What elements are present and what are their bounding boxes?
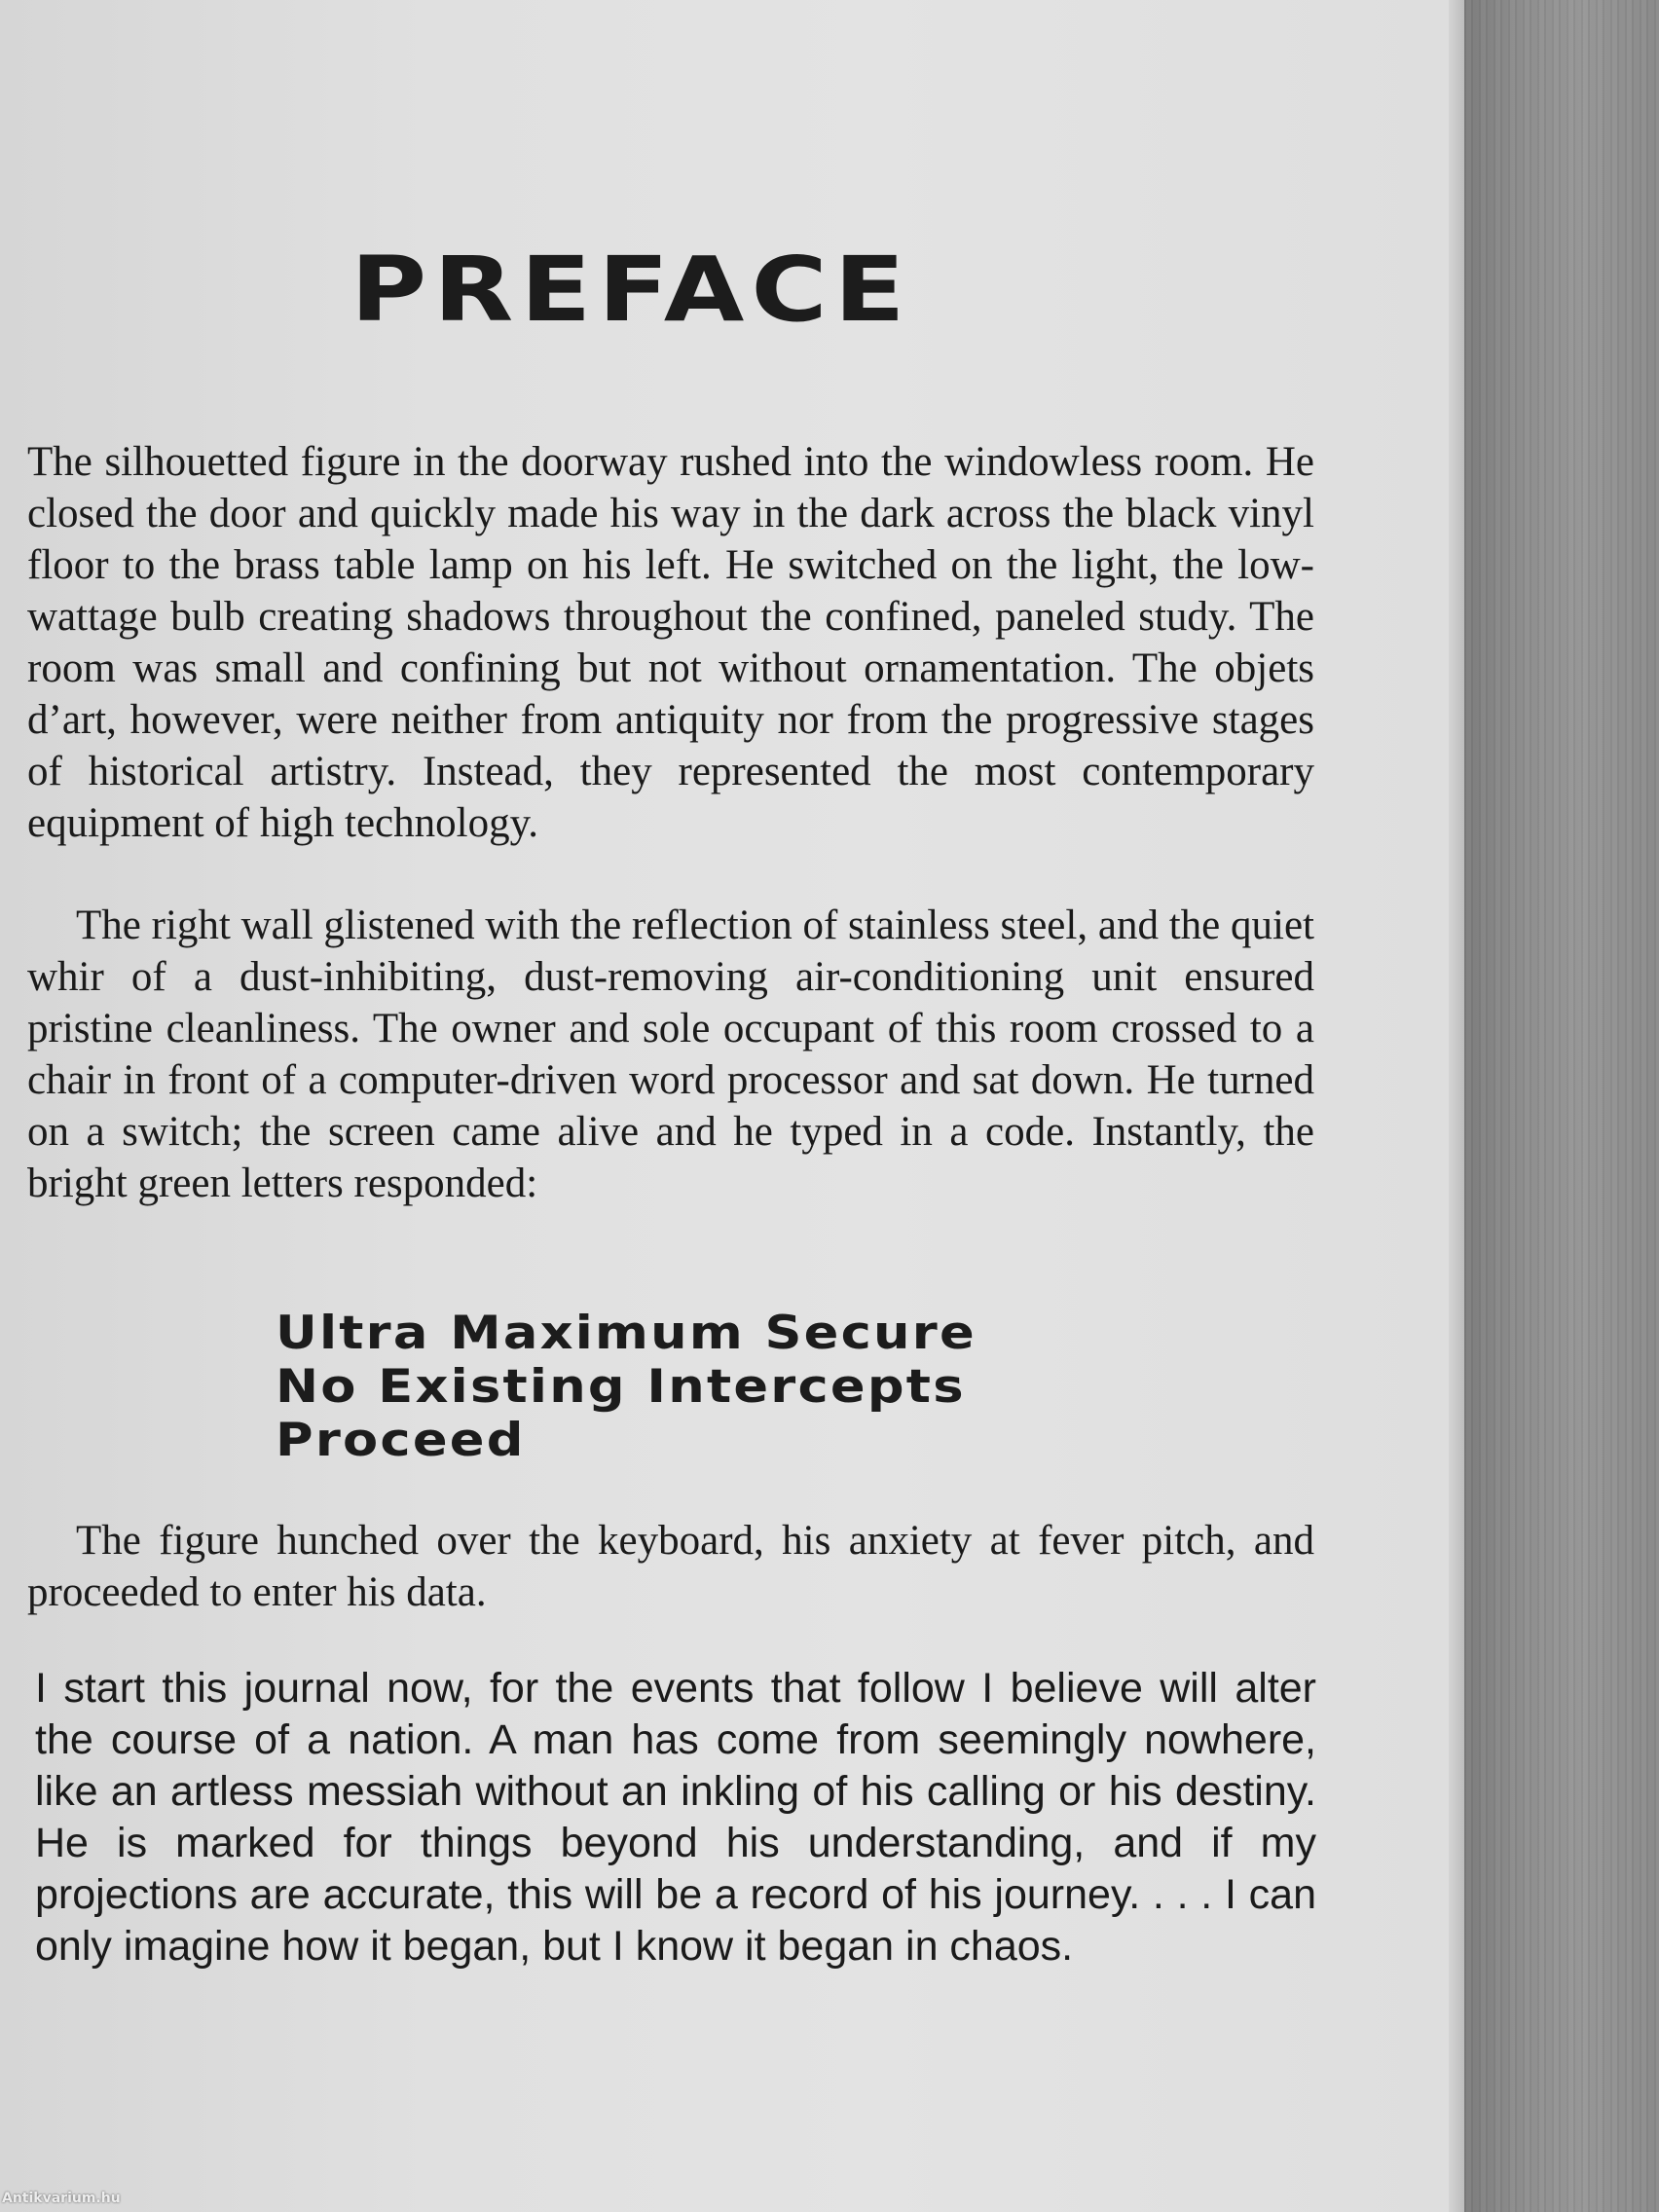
screen-line: Proceed bbox=[276, 1414, 526, 1467]
journal-entry bbox=[35, 1663, 1316, 1972]
wood-background bbox=[1464, 0, 1659, 2212]
paragraph-2: The right wall glistened with the reflection of stainless steel, and the quiet whir of a dust-inhibiting, dust-removing air-conditioning unit ensured pristine cleanliness. The owner and sole occupant of this room crossed to a chair in front of a computer-driven word processor and sat down. He turned on a switch; the screen came alive and he typed in a code. Instantly, the bright green letters responded: bbox=[27, 903, 1314, 1206]
paragraph-3: The figure hunched over the keyboard, his anxiety at fever pitch, and proceeded to enter his data. bbox=[27, 1518, 1314, 1615]
screen-line: No Existing Intercepts bbox=[276, 1360, 966, 1414]
paragraph-1: The silhouetted figure in the doorway rushed into the windowless room. He closed the door and quickly made his way in the dark across the black vinyl floor to the brass table lamp on his left. He switched on the light, the low-wattage bulb creating shadows throughout the confined, paneled study. The room was small and confining but not without ornamentation. The objets d’art, however, were neither from antiquity nor from the progressive stages of historical artistry. Instead, they represented the most contemporary equipment of high technology. bbox=[27, 439, 1314, 846]
second-paragraph bbox=[27, 900, 1314, 1209]
page-title: PREFACE bbox=[350, 238, 912, 342]
page-edge bbox=[1449, 0, 1464, 2212]
journal-text: I start this journal now, for the events that follow I believe will alter the course of a nation. A man has come from seemingly nowhere, like an artless messiah without an inkling of his calling or his destiny. He is marked for things beyond his understanding, and if my projections are accurate, this will be a record of his journey. . . . I can only imagine how it began, but I know it began in chaos. bbox=[35, 1665, 1316, 1970]
third-paragraph bbox=[27, 1515, 1314, 1618]
screen-message bbox=[276, 1307, 977, 1467]
screen-line: Ultra Maximum Secure bbox=[276, 1307, 977, 1360]
watermark: Antikvarium.hu bbox=[2, 2191, 121, 2206]
opening-paragraph bbox=[27, 436, 1314, 849]
